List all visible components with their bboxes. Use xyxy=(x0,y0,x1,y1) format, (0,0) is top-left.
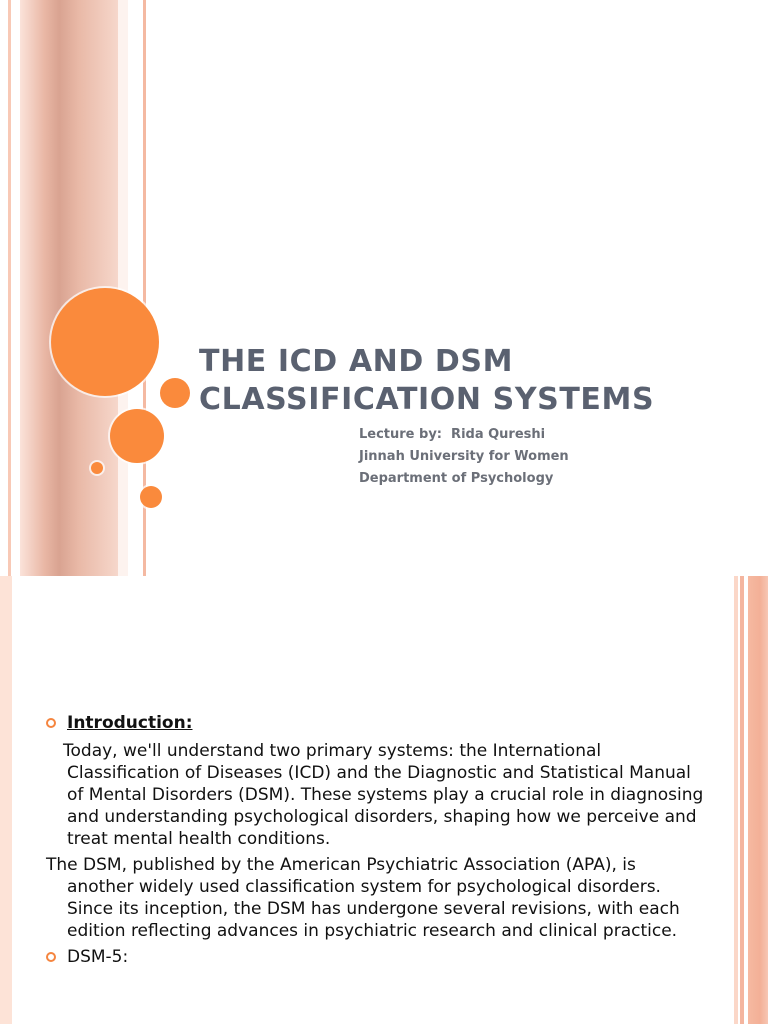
slide-body xyxy=(46,712,706,968)
decorative-circle-small xyxy=(160,378,190,408)
department-line: Department of Psychology xyxy=(359,471,554,486)
title-line-1: THE ICD AND DSM xyxy=(199,344,514,379)
decorative-circle-medium xyxy=(110,409,164,463)
decorative-stripe xyxy=(740,576,744,1024)
decorative-stripe xyxy=(734,576,738,1024)
slide-subtitle xyxy=(359,424,569,490)
decorative-stripe xyxy=(748,576,768,1024)
slide-title xyxy=(199,343,759,419)
decorative-circle-tiny xyxy=(91,462,103,474)
title-line-2: CLASSIFICATION SYSTEMS xyxy=(199,382,655,417)
decorative-stripe xyxy=(8,0,11,576)
decorative-stripe xyxy=(0,576,12,1024)
intro-heading: Introduction: xyxy=(67,713,193,733)
bullet-circle-icon xyxy=(46,718,56,728)
decorative-circle-small xyxy=(140,486,162,508)
decorative-stripe xyxy=(118,0,128,576)
content-slide xyxy=(0,576,768,1024)
dsm5-label: DSM-5: xyxy=(67,947,129,967)
intro-paragraph: Today, we'll understand two primary systems: the International Classification of Diseases (ICD) and the Diagnostic and Statistical Manual of Mental Disorders (DSM). These systems play a crucial role in diagnosing and understanding psychological disorders, shaping how we perceive and treat mental health conditions. xyxy=(63,741,704,849)
lecturer-line: Lecture by: Rida Qureshi xyxy=(359,427,546,442)
bullet-circle-icon xyxy=(46,952,56,962)
university-line: Jinnah University for Women xyxy=(359,449,569,464)
decorative-circle-large xyxy=(51,288,159,396)
dsm-paragraph: The DSM, published by the American Psychiatric Association (APA), is another widely used classification system for psychological disorders. Since its inception, the DSM has undergone several revisions, with each edition reflecting advances in psychiatric research and clinical practice. xyxy=(46,855,680,941)
bullet-item-dsm5 xyxy=(46,946,706,968)
bullet-item-introduction xyxy=(46,712,706,734)
